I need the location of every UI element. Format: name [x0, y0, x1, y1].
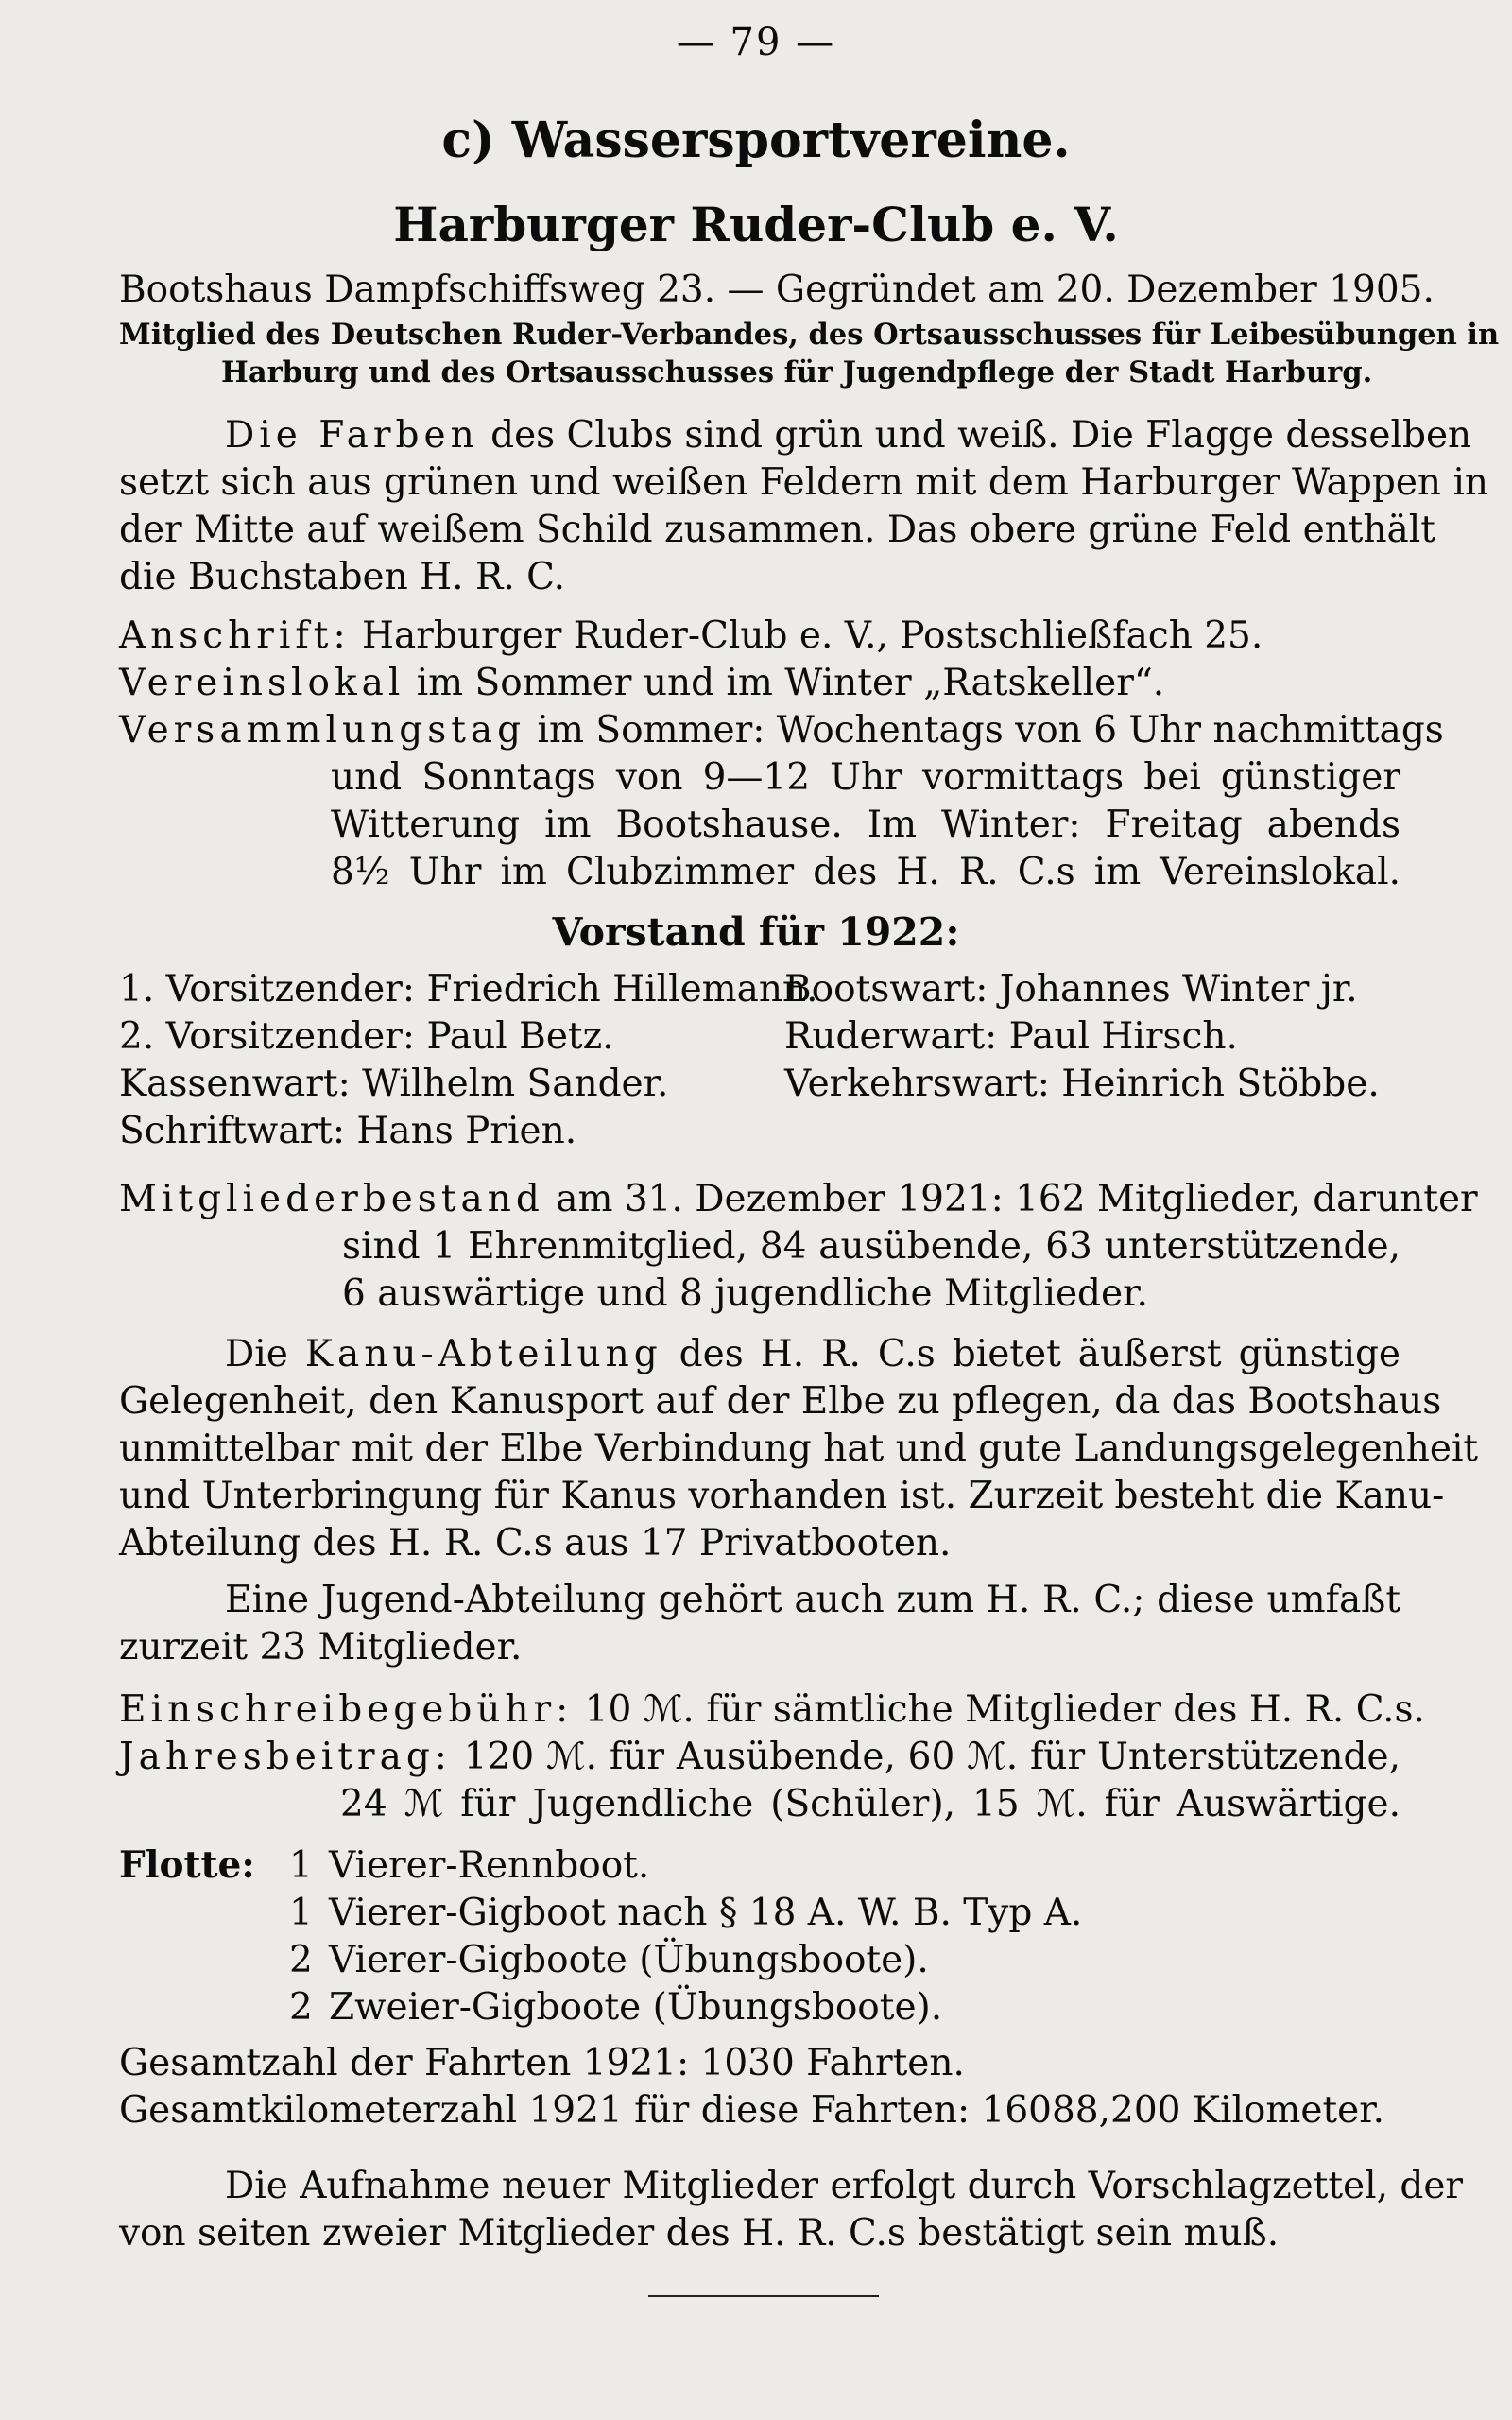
- colors-line-1: des Clubs sind grün und weiß. Die Flagge desselben: [478, 414, 1472, 457]
- entry-fee-text: 10 ℳ. für sämtliche Mitglieder des H. R. C.s.: [573, 1688, 1425, 1731]
- totals-trips: Gesamtzahl der Fahrten 1921: 1030 Fahrten.: [119, 2042, 965, 2084]
- admission-line-2: von seiten zweier Mitglieder des H. R. C.s bestätigt sein muß.: [119, 2212, 1280, 2255]
- meeting-line-2: und Sonntags von 9—12 Uhr vormittags bei günstiger: [331, 756, 1400, 799]
- board-member: Kassenwart: Wilhelm Sander.: [119, 1063, 669, 1105]
- address-label: Anschrift:: [119, 614, 351, 657]
- fleet-label: Flotte:: [119, 1843, 255, 1887]
- intro-block: [119, 267, 1500, 391]
- address-text: Harburger Ruder-Club e. V., Postschließfach 25.: [350, 614, 1263, 657]
- fleet-block: [119, 1841, 1400, 2031]
- annual-fee-label: Jahresbeitrag:: [119, 1736, 452, 1778]
- meeting-line-3: Witterung im Bootshause. Im Winter: Freitag abends: [331, 804, 1400, 846]
- canoe-line-3: unmittelbar mit der Elbe Verbindung hat und gute Landungsgelegenheit: [119, 1427, 1479, 1470]
- totals-block: [119, 2040, 1400, 2135]
- canoe-spaced: Kanu-Abteilung: [304, 1333, 662, 1375]
- board-member: Bootswart: Johannes Winter jr.: [784, 968, 1358, 1011]
- board-member: 1. Vorsitzender: Friedrich Hillemann.: [119, 968, 818, 1011]
- canoe-lead: Die: [225, 1333, 305, 1375]
- canoe-line-2: Gelegenheit, den Kanusport auf der Elbe zu pflegen, da das Bootshaus: [119, 1380, 1442, 1423]
- totals-km: Gesamtkilometerzahl 1921 für diese Fahrten: 16088,200 Kilometer.: [119, 2089, 1384, 2132]
- meeting-label: Versammlungstag: [119, 709, 526, 752]
- club-name: Harburger Ruder-Club e. V.: [393, 197, 1119, 252]
- fleet-item: Vierer-Rennboot.: [329, 1844, 650, 1887]
- venue-label: Vereinslokal: [119, 662, 405, 704]
- members-line-2: sind 1 Ehrenmitglied, 84 ausübende, 63 unterstützende,: [342, 1225, 1400, 1268]
- youth-paragraph: [119, 1577, 1400, 1671]
- fees-block: [119, 1686, 1425, 1828]
- colors-line-2: setzt sich aus grünen und weißen Feldern mit dem Harburger Wappen in: [119, 461, 1489, 504]
- canoe-line-5: Abteilung des H. R. C.s aus 17 Privatbooten.: [119, 1522, 952, 1564]
- fleet-qty: 2: [289, 1939, 313, 1981]
- canoe-line-4: und Unterbringung für Kanus vorhanden ist. Zurzeit besteht die Kanu-: [119, 1475, 1445, 1517]
- board-heading: Vorstand für 1922:: [552, 909, 960, 955]
- page-number: — 79 —: [676, 21, 836, 64]
- members-label: Mitgliederbestand: [119, 1178, 544, 1220]
- members-line-3: 6 auswärtige und 8 jugendliche Mitglieder.: [342, 1272, 1148, 1315]
- board-member: 2. Vorsitzender: Paul Betz.: [119, 1015, 614, 1058]
- canoe-line-1: des H. R. C.s bietet äußerst günstige: [662, 1333, 1400, 1375]
- fleet-qty: 1: [289, 1892, 313, 1934]
- board-member: Verkehrswart: Heinrich Stöbbe.: [784, 1063, 1380, 1105]
- fleet-item: Vierer-Gigboote (Übungsboote).: [329, 1939, 929, 1981]
- colors-line-3: der Mitte auf weißem Schild zusammen. Das obere grüne Feld enthält: [119, 509, 1435, 551]
- annual-fee-line-2: 24 ℳ für Jugendliche (Schüler), 15 ℳ. für Auswärtige.: [340, 1783, 1400, 1825]
- youth-line-1: Eine Jugend-Abteilung gehört auch zum H. R. C.; diese umfaßt: [225, 1579, 1400, 1621]
- section-title: c) Wassersportvereine.: [441, 112, 1071, 169]
- colors-paragraph: [119, 412, 1489, 601]
- admission-paragraph: [119, 2163, 1464, 2257]
- members-block: [119, 1176, 1478, 1318]
- intro-line: Bootshaus Dampfschiffsweg 23. — Gegründet am 20. Dezember 1905.: [119, 268, 1435, 311]
- fleet-qty: 1: [289, 1844, 313, 1887]
- venue-text: im Sommer und im Winter „Ratskeller“.: [404, 662, 1165, 704]
- admission-line-1: Die Aufnahme neuer Mitglieder erfolgt durch Vorschlagzettel, der: [225, 2165, 1464, 2207]
- fleet-qty: 2: [289, 1986, 313, 2029]
- meeting-line-4: 8½ Uhr im Clubzimmer des H. R. C.s im Vereinslokal.: [331, 851, 1400, 893]
- end-rule: [648, 2295, 879, 2297]
- colors-lead: Die Farben: [225, 414, 479, 457]
- fleet-item: Zweier-Gigboote (Übungsboote).: [329, 1986, 943, 2029]
- board-member: Ruderwart: Paul Hirsch.: [784, 1015, 1238, 1058]
- membership-line-1: Mitglied des Deutschen Ruder-Verbandes, des Ortsausschusses für Leibesübungen in: [119, 318, 1500, 352]
- entry-fee-label: Einschreibegebühr:: [119, 1688, 574, 1731]
- canoe-paragraph: [119, 1331, 1479, 1567]
- youth-line-2: zurzeit 23 Mitglieder.: [119, 1626, 523, 1668]
- annual-fee-line-1: 120 ℳ. für Ausübende, 60 ℳ. für Unterstützende,: [451, 1736, 1400, 1778]
- board-member: Schriftwart: Hans Prien.: [119, 1110, 577, 1152]
- meeting-line-1: im Sommer: Wochentags von 6 Uhr nachmittags: [525, 709, 1444, 752]
- members-line-1: am 31. Dezember 1921: 162 Mitglieder, darunter: [543, 1178, 1478, 1220]
- colors-line-4: die Buchstaben H. R. C.: [119, 556, 565, 598]
- membership-line-2: Harburg und des Ortsausschusses für Jugendpflege der Stadt Harburg.: [221, 355, 1373, 389]
- board-right-column: [784, 966, 1380, 1108]
- contact-block: [119, 613, 1444, 896]
- fleet-item: Vierer-Gigboot nach § 18 A. W. B. Typ A.: [329, 1892, 1083, 1934]
